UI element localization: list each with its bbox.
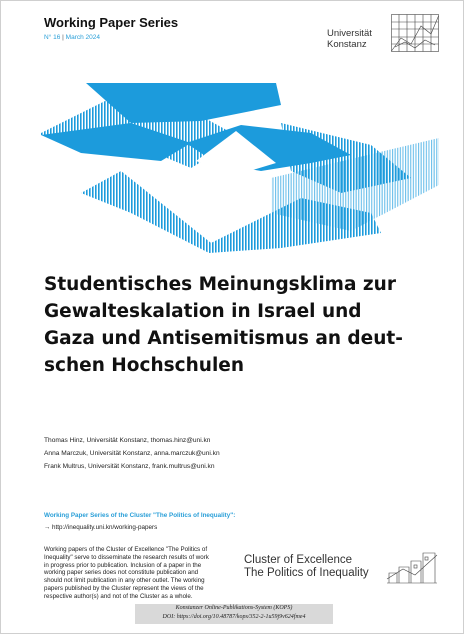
university-name-line1: Universität — [327, 28, 372, 39]
university-logo-icon — [391, 14, 439, 52]
author-item: Thomas Hinz, Universität Konstanz, thomas.hinz@uni.kn — [44, 437, 211, 444]
issue-date: March 2024 — [65, 34, 100, 41]
paper-title-line: Gewalteskalation in Israel und — [44, 301, 362, 322]
issue-number: N° 16 — [44, 34, 61, 41]
cluster-logo-icon — [385, 549, 439, 585]
description-line: should not limit publication in any other outlet. The working — [44, 577, 205, 585]
university-name-line2: Konstanz — [327, 39, 367, 50]
series-title: Working Paper Series — [44, 15, 179, 30]
description-line: Working papers of the Cluster of Excellence "The Politics of — [44, 546, 208, 553]
university-name — [327, 28, 372, 50]
series-description — [44, 546, 244, 601]
author-item: Frank Multrus, Universität Konstanz, frank.multrus@uni.kn — [44, 463, 215, 470]
cluster-name-line1: Cluster of Excellence — [244, 554, 353, 566]
series-info-label: Working Paper Series of the Cluster "The Politics of Inequality": — [44, 512, 236, 519]
kops-doi[interactable]: DOI: https://doi.org/10.48787/kops/352-2-1u59j9v624fme4 — [162, 614, 306, 620]
kops-line1: Konstanzer Online-Publikations-System (KOPS) — [175, 605, 293, 611]
hero-graphic — [41, 83, 439, 253]
issue-separator: | — [62, 34, 64, 41]
cluster-name-line2: The Politics of Inequality — [244, 566, 369, 579]
issue-info — [44, 34, 100, 41]
description-line: Inequality" serve to disseminate the research results of work — [44, 553, 209, 561]
description-line: working paper series does not constitute publication and — [44, 569, 199, 577]
description-line: respective author(s) and not of the Cluster as a whole. — [44, 592, 193, 600]
description-line: papers published by the Cluster represent the views of the — [44, 584, 204, 592]
author-list — [44, 434, 220, 473]
kops-footer — [135, 604, 333, 624]
paper-title-line: schen Hochschulen — [44, 355, 245, 376]
paper-title-line: Studentisches Meinungsklima zur — [44, 274, 396, 295]
paper-title-line: Gaza und Antisemitismus an deut- — [44, 328, 403, 349]
author-item: Anna Marczuk, Universität Konstanz, anna.marczuk@uni.kn — [44, 450, 220, 457]
description-line: in progress prior to publication. Inclusion of a paper in the — [44, 561, 202, 569]
cluster-name — [244, 554, 369, 579]
paper-title — [44, 271, 404, 379]
series-info-link[interactable]: → http://inequality.uni.kn/working-papers — [44, 524, 158, 531]
